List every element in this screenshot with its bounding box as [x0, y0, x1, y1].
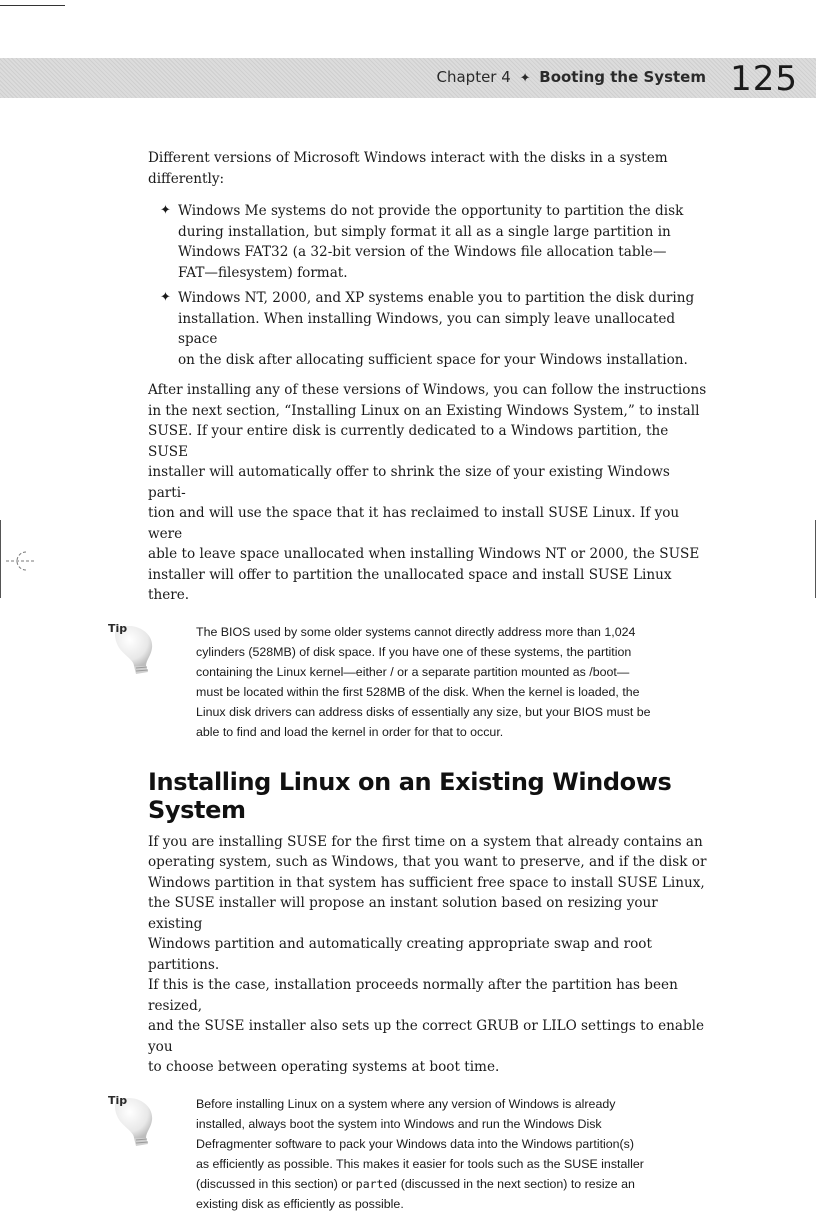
crop-line-top-left: [0, 5, 65, 6]
crop-mark-left: [0, 520, 1, 598]
running-header: [437, 68, 707, 86]
windows-versions-list: [148, 201, 708, 370]
diamond-bullet-icon: ✦: [160, 290, 171, 305]
diamond-separator-icon: ✦: [519, 71, 531, 86]
tip-label: Tip: [108, 621, 128, 635]
tip-text: The BIOS used by some older systems cannot directly address more than 1,024 cylinders (528MB) of disk space. If you have one of these systems, the partition containing the Linux kernel—either / or a separate partition mounted as /boot— must be located within the first 528MB of the disk. When the kernel is loaded, the Linux disk drivers can address disks of essentially any size, but your BIOS must be able to find and load the kernel in order for that to occur.: [196, 624, 651, 739]
registration-mark-icon: [6, 548, 34, 574]
bullet-text: Windows NT, 2000, and XP systems enable you to partition the disk during installation. When installing Windows, you can simply leave unallocated space on the disk after allocating sufficient space for your Windows installation.: [178, 290, 695, 368]
section-title: Booting the System: [539, 68, 706, 86]
tip-box-bios: [108, 622, 708, 742]
tip-text-part: (discussed in the next section) to resize an existing disk as efficiently as possible.: [196, 1176, 635, 1211]
tip-text-part: Before installing Linux on a system where any version of Windows is already installed, always boot the system into Windows and run the Windows Disk Defragmenter software to pack your Windows data into the Windows partition(s) as efficiently as possible. This makes it easier for tools such as the SUSE installer (discussed in this section) or: [196, 1096, 644, 1191]
diamond-bullet-icon: ✦: [160, 203, 171, 218]
parted-command: parted: [355, 1176, 398, 1191]
page-content: [108, 148, 708, 1214]
intro-paragraph: Different versions of Microsoft Windows interact with the disks in a system differently:: [148, 150, 668, 187]
chapter-label: Chapter 4: [436, 68, 511, 86]
tip-box-defragment: [108, 1094, 708, 1214]
bullet-text: Windows Me systems do not provide the opportunity to partition the disk during installation, but simply format it all as a single large partition in Windows FAT32 (a 32-bit version of the Windows file allocation table— FAT—filesystem) format.: [178, 203, 684, 281]
page-number: 125: [730, 59, 798, 99]
list-item: [160, 201, 708, 283]
tip-text: [196, 1094, 708, 1214]
body-paragraph: After installing any of these versions of Windows, you can follow the instructions in the next section, “Installing Linux on an Existing Windows System,” to install SUSE. If your entire disk is currently dedicated to a Windows partition, the SUSE installer will automatically offer to shrink the size of your existing Windows parti- tion and will use the space that it has reclaimed to install SUSE Linux. If you were able to leave space unallocated when installing Windows NT or 2000, the SUSE installer will offer to partition the unallocated space and install SUSE Linux there.: [148, 382, 707, 603]
section-heading: Installing Linux on an Existing Windows System: [148, 767, 672, 824]
tip-label: Tip: [108, 1093, 128, 1107]
body-paragraph: If you are installing SUSE for the first time on a system that already contains an operating system, such as Windows, that you want to preserve, and if the disk or Windows partition in that system has sufficient free space to install SUSE Linux, the SUSE installer will propose an instant solution based on resizing your existing Windows partition and automatically creating appropriate swap and root partitions. If this is the case, installation proceeds normally after the partition has been resized, and the SUSE installer also sets up the correct GRUB or LILO settings to enable you to choose between operating systems at boot time.: [148, 833, 707, 1075]
list-item: [160, 288, 708, 370]
